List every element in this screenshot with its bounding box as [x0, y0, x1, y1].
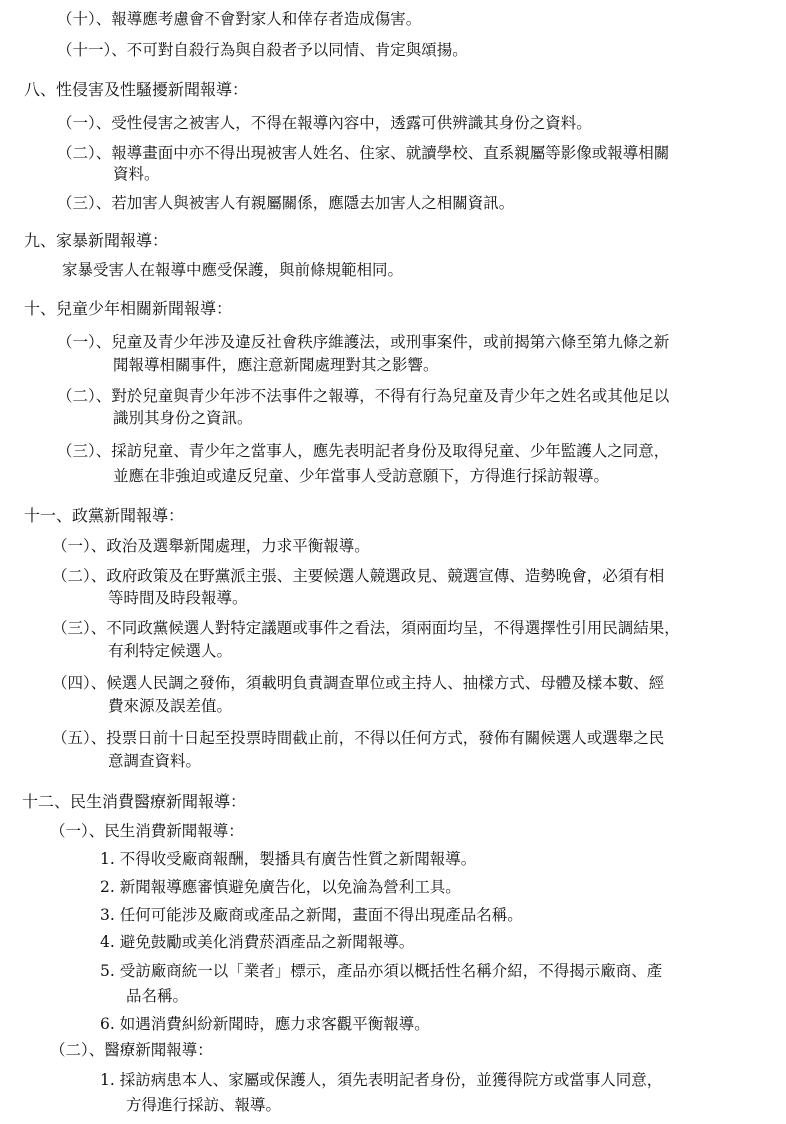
- text-line: （二）、報導畫面中亦不得出現被害人姓名、住家、就讀學校、直系親屬等影像或報導相關: [57, 144, 670, 162]
- text-line: （十）、報導應考慮會不會對家人和倖存者造成傷害。: [57, 10, 422, 28]
- section-heading: 九、家暴新聞報導：: [24, 231, 169, 250]
- text-line: （五）、投票日前十日起至投票時間截止前，不得以任何方式，發佈有關候選人或選舉之民: [52, 729, 665, 747]
- text-line: 品名稱。: [126, 987, 189, 1005]
- text-line: 等時間及時段報導。: [108, 589, 248, 607]
- text-line: （一）、受性侵害之被害人，不得在報導內容中，透露可供辨識其身份之資料。: [57, 114, 592, 132]
- text-line: （三）、採訪兒童、青少年之當事人，應先表明記者身份及取得兒童、少年監護人之同意，: [57, 442, 670, 460]
- text-line: 方得進行採訪、報導。: [126, 1096, 282, 1114]
- list-item: 5. 受訪廠商統一以「業者」標示，產品亦須以概括性名稱介紹，不得揭示廠商、產: [100, 962, 663, 980]
- text-line: （四）、候選人民調之發佈，須載明負責調查單位或主持人、抽樣方式、母體及樣本數、經: [52, 674, 665, 692]
- text-line: （一）、兒童及青少年涉及違反社會秩序維護法，或刑事案件，或前揭第六條至第九條之新: [57, 333, 670, 351]
- text-line: （一）、政治及選舉新聞處理，力求平衡報導。: [52, 537, 370, 555]
- text-line: 資料。: [113, 165, 160, 183]
- text-line: 並應在非強迫或違反兒童、少年當事人受訪意願下，方得進行採訪報導。: [113, 467, 610, 485]
- text-line: （十一）、不可對自殺行為與自殺者予以同情、肯定與頌揚。: [57, 41, 468, 59]
- list-item: 4. 避免鼓勵或美化消費菸酒產品之新聞報導。: [100, 933, 415, 951]
- section-heading: 十一、政黨新聞報導：: [24, 506, 185, 525]
- text-line: （三）、不同政黨候選人對特定議題或事件之看法，須兩面均呈，不得選擇性引用民調結果，: [52, 619, 680, 637]
- text-line: 家暴受害人在報導中應受保護，與前條規範相同。: [62, 261, 404, 279]
- list-item: 1. 採訪病患本人、家屬或保護人，須先表明記者身份，並獲得院方或當事人同意，: [100, 1071, 663, 1089]
- text-line: （三）、若加害人與被害人有親屬關係，應隱去加害人之相關資訊。: [57, 194, 515, 212]
- section-heading: 八、性侵害及性騷擾新聞報導：: [24, 80, 249, 99]
- text-line: 識別其身份之資訊。: [113, 409, 253, 427]
- text-line: 有利特定候選人。: [108, 642, 233, 660]
- text-line: （二）、醫療新聞報導：: [50, 1041, 213, 1059]
- text-line: 費來源及誤差值。: [108, 697, 233, 715]
- section-heading: 十、兒童少年相關新聞報導：: [24, 299, 233, 318]
- section-heading: 十二、民生消費醫療新聞報導：: [22, 792, 247, 811]
- text-line: （二）、對於兒童與青少年涉不法事件之報導，不得有行為兒童及青少年之姓名或其他足以: [57, 387, 670, 405]
- list-item: 6. 如遇消費糾紛新聞時，應力求客觀平衡報導。: [100, 1015, 430, 1033]
- list-item: 1. 不得收受廠商報酬，製播具有廣告性質之新聞報導。: [100, 850, 477, 868]
- text-line: （二）、政府政策及在野黨派主張、主要候選人競選政見、競選宣傳、造勢晚會，必須有相: [52, 567, 665, 585]
- text-line: （一）、民生消費新聞報導：: [50, 822, 244, 840]
- text-line: 聞報導相關事件，應注意新聞處理對其之影響。: [113, 356, 439, 374]
- list-item: 3. 任何可能涉及廠商或產品之新聞，畫面不得出現產品名稱。: [100, 906, 523, 924]
- text-line: 意調查資料。: [108, 752, 202, 770]
- list-item: 2. 新聞報導應審慎避免廣告化，以免淪為營利工具。: [100, 878, 461, 896]
